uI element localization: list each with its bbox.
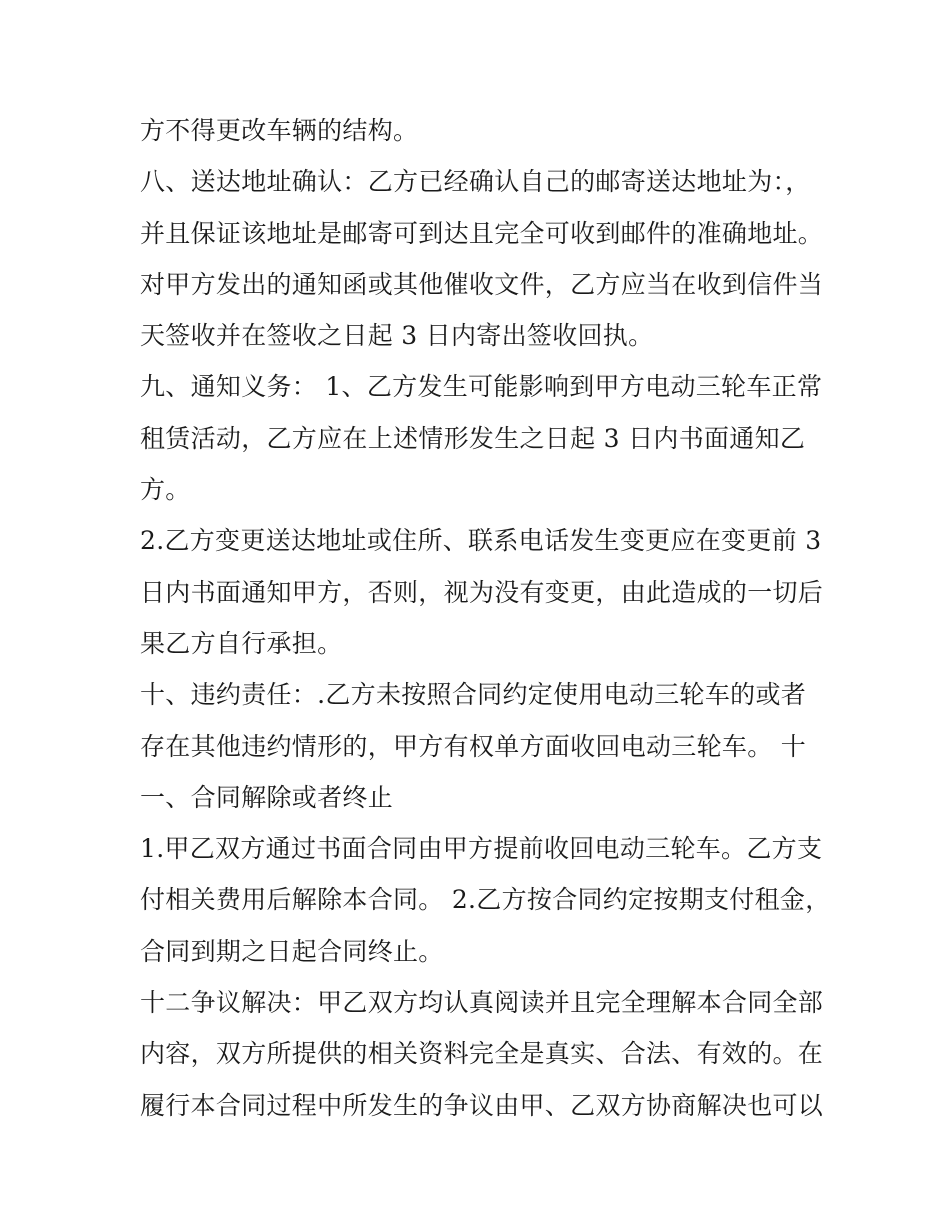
text-line: 方不得更改车辆的结构。 <box>140 116 419 145</box>
text-line: 内容，双方所提供的相关资料完全是真实、合法、有效的。在 <box>140 1039 824 1069</box>
text-line: 2.乙方变更送达地址或住所、联系电话发生变更应在变更前 3 <box>140 526 822 556</box>
text-line: 天签收并在签收之日起 3 日内寄出签收回执。 <box>140 321 654 351</box>
text-line: 一、合同解除或者终止 <box>140 782 394 812</box>
text-line: 果乙方自行承担。 <box>140 628 343 658</box>
contract-text <box>140 109 831 1135</box>
text-line: 付相关费用后解除本合同。 2.乙方按合同约定按期支付租金， <box>140 885 831 915</box>
text-line: 十二争议解决：甲乙双方均认真阅读并且完全理解本合同全部 <box>140 988 824 1018</box>
text-line: 九、通知义务： 1、乙方发生可能影响到甲方电动三轮车正常 <box>140 372 823 402</box>
text-line: 方。 <box>140 475 191 505</box>
text-line: 履行本合同过程中所发生的争议由甲、乙双方协商解决也可以 <box>140 1090 824 1120</box>
text-line: 对甲方发出的通知函或其他催收文件，乙方应当在收到信件当 <box>140 269 824 299</box>
text-line: 存在其他违约情形的，甲方有权单方面收回电动三轮车。 十 <box>140 731 807 761</box>
text-line: 1.甲乙双方通过书面合同由甲方提前收回电动三轮车。乙方支 <box>140 834 823 864</box>
text-line: 八、送达地址确认：乙方已经确认自己的邮寄送达地址为：， <box>140 167 811 197</box>
text-line: 十、违约责任：.乙方未按照合同约定使用电动三轮车的或者 <box>140 680 807 710</box>
text-line: 并且保证该地址是邮寄可到达且完全可收到邮件的准确地址。 <box>140 218 824 248</box>
text-line: 日内书面通知甲方，否则，视为没有变更，由此造成的一切后 <box>140 577 824 607</box>
text-line: 租赁活动，乙方应在上述情形发生之日起 3 日内书面通知乙 <box>140 423 806 453</box>
text-line: 合同到期之日起合同终止。 <box>140 936 444 966</box>
